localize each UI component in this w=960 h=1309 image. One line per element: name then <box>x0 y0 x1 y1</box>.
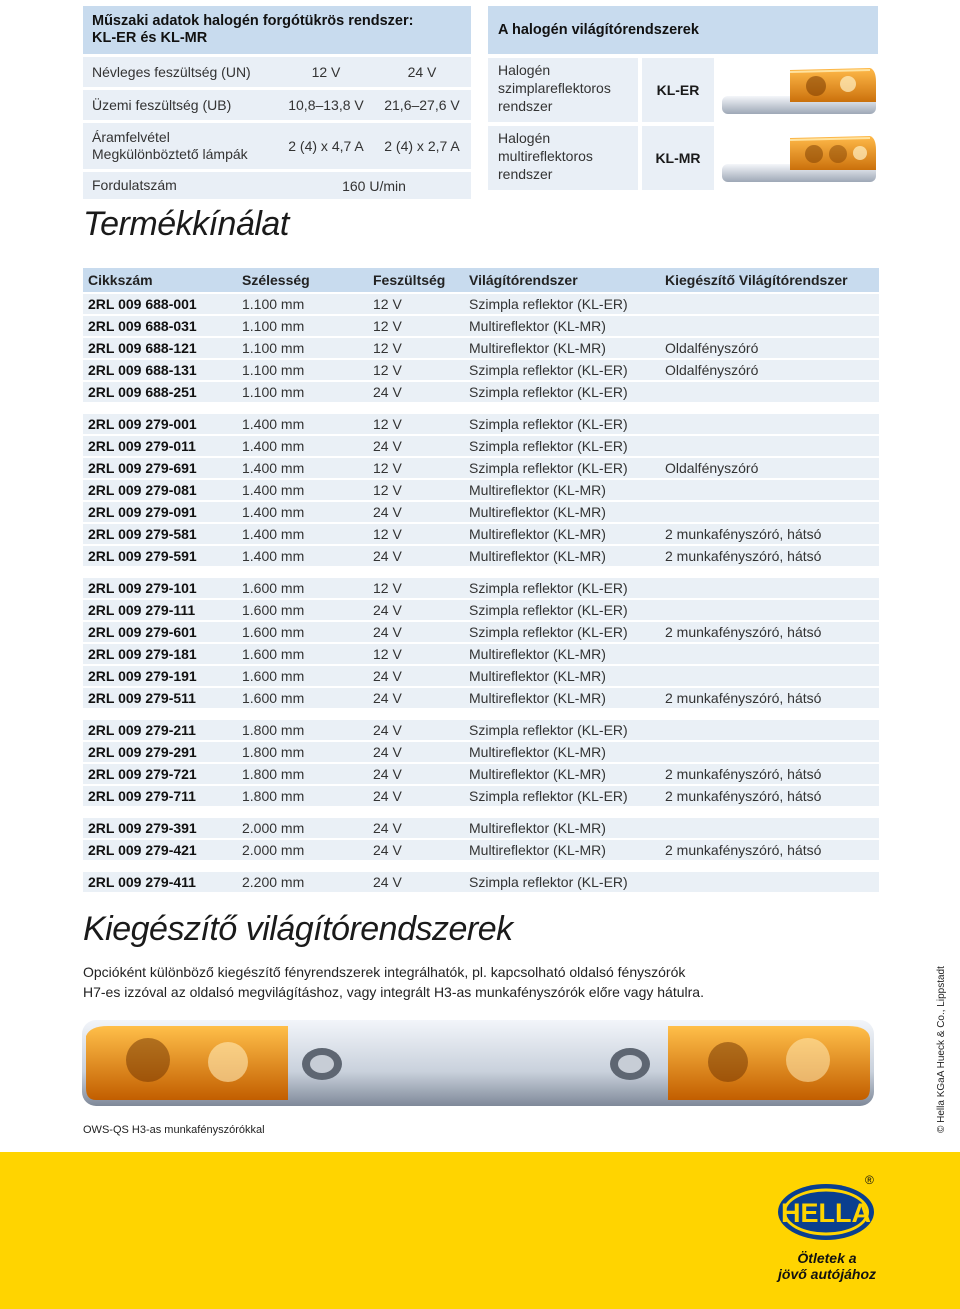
system-name-line1: Halogén <box>498 62 551 78</box>
table-row <box>83 382 879 402</box>
lighting-system-value: Multireflektor (KL-MR) <box>469 504 606 520</box>
article-number: 2RL 009 279-291 <box>88 744 197 760</box>
article-number: 2RL 009 279-091 <box>88 504 197 520</box>
voltage-value: 24 V <box>373 668 402 684</box>
additional-lighting-value: 2 munkafényszóró, hátsó <box>665 766 822 782</box>
copyright-notice <box>922 966 947 1133</box>
article-number: 2RL 009 279-391 <box>88 820 197 836</box>
article-number: 2RL 009 279-191 <box>88 668 197 684</box>
article-number: 2RL 009 688-131 <box>88 362 197 378</box>
table-row <box>83 600 879 620</box>
voltage-value: 24 V <box>373 690 402 706</box>
width-value: 1.600 mm <box>242 646 305 662</box>
voltage-value: 24 V <box>373 788 402 804</box>
voltage-value: 24 V <box>373 722 402 738</box>
table-row <box>83 742 879 762</box>
width-value: 1.400 mm <box>242 416 305 432</box>
spec-row-operating-voltage <box>83 90 471 120</box>
lighting-systems <box>488 6 878 190</box>
supplementary-description <box>83 962 783 1002</box>
table-row <box>83 436 879 456</box>
spec-label: Névleges feszültség (UN) <box>92 63 251 80</box>
lighting-system-value: Multireflektor (KL-MR) <box>469 842 606 858</box>
lightbar-with-work-lights-image <box>78 1008 878 1118</box>
voltage-value: 12 V <box>373 482 402 498</box>
voltage-value: 24 V <box>373 874 402 890</box>
spec-row-rpm <box>83 172 471 199</box>
group-spacer <box>83 860 879 870</box>
products-table <box>83 268 879 892</box>
lighting-system-value: Szimpla reflektor (KL-ER) <box>469 624 628 640</box>
spec-value-12v: 2 (4) x 4,7 A <box>288 138 364 154</box>
system-code: KL-MR <box>642 126 714 190</box>
spec-value-rpm: 160 U/min <box>342 177 406 194</box>
spec-title <box>83 6 471 54</box>
header-width: Szélesség <box>242 272 310 288</box>
table-row <box>83 666 879 686</box>
lighting-system-value: Szimpla reflektor (KL-ER) <box>469 722 628 738</box>
lighting-system-value: Multireflektor (KL-MR) <box>469 526 606 542</box>
system-name <box>488 58 638 122</box>
voltage-value: 12 V <box>373 580 402 596</box>
width-value: 1.400 mm <box>242 438 305 454</box>
lighting-system-value: Szimpla reflektor (KL-ER) <box>469 460 628 476</box>
logo-text: HELLA <box>781 1198 871 1228</box>
lighting-system-value: Multireflektor (KL-MR) <box>469 548 606 564</box>
spec-value-24v: 24 V <box>407 64 437 80</box>
article-number: 2RL 009 279-011 <box>88 438 196 454</box>
table-row <box>83 524 879 544</box>
image-caption: OWS-QS H3-as munkafényszórókkal <box>83 1124 265 1136</box>
table-row <box>83 338 879 358</box>
width-value: 1.600 mm <box>242 668 305 684</box>
width-value: 1.400 mm <box>242 526 305 542</box>
spec-title-line2: KL-ER és KL-MR <box>92 30 208 46</box>
spec-value-12v: 10,8–13,8 V <box>288 97 364 113</box>
voltage-value: 12 V <box>373 362 402 378</box>
voltage-value: 12 V <box>373 340 402 356</box>
spec-value-12v: 12 V <box>311 64 341 80</box>
header-article-number: Cikkszám <box>88 272 153 288</box>
article-number: 2RL 009 279-511 <box>88 690 196 706</box>
article-number: 2RL 009 279-711 <box>88 788 196 804</box>
table-row <box>83 316 879 336</box>
spec-label-line2: Megkülönböztető lámpák <box>92 146 248 162</box>
group-spacer <box>83 708 879 718</box>
voltage-value: 24 V <box>373 624 402 640</box>
width-value: 1.600 mm <box>242 580 305 596</box>
additional-lighting-value: 2 munkafényszóró, hátsó <box>665 690 822 706</box>
system-name-line2: multireflektoros <box>498 148 593 164</box>
article-number: 2RL 009 279-421 <box>88 842 197 858</box>
width-value: 1.100 mm <box>242 318 305 334</box>
lighting-system-value: Multireflektor (KL-MR) <box>469 482 606 498</box>
spec-label: Fordulatszám <box>92 177 177 193</box>
group-spacer <box>83 806 879 816</box>
table-row <box>83 688 879 708</box>
width-value: 1.400 mm <box>242 548 305 564</box>
lighting-system-value: Multireflektor (KL-MR) <box>469 690 606 706</box>
additional-lighting-value: 2 munkafényszóró, hátsó <box>665 548 822 564</box>
table-row <box>83 360 879 380</box>
lighting-system-value: Multireflektor (KL-MR) <box>469 646 606 662</box>
table-row <box>83 414 879 434</box>
width-value: 1.600 mm <box>242 690 305 706</box>
spec-label: Üzemi feszültség (UB) <box>92 96 232 113</box>
lighting-system-value: Multireflektor (KL-MR) <box>469 744 606 760</box>
system-name-line3: rendszer <box>498 98 553 114</box>
slogan-line2: jövő autójához <box>778 1266 876 1282</box>
width-value: 1.800 mm <box>242 788 305 804</box>
table-row <box>83 578 879 598</box>
table-row <box>83 764 879 784</box>
width-value: 2.200 mm <box>242 874 305 890</box>
additional-lighting-value: 2 munkafényszóró, hátsó <box>665 624 822 640</box>
spec-row-nominal-voltage <box>83 57 471 87</box>
width-value: 1.800 mm <box>242 722 305 738</box>
article-number: 2RL 009 279-591 <box>88 548 197 564</box>
system-name-line3: rendszer <box>498 166 553 182</box>
lighting-system-value: Szimpla reflektor (KL-ER) <box>469 580 628 596</box>
voltage-value: 12 V <box>373 296 402 312</box>
voltage-value: 12 V <box>373 318 402 334</box>
lighting-system-value: Szimpla reflektor (KL-ER) <box>469 384 628 400</box>
voltage-value: 24 V <box>373 766 402 782</box>
copyright-text: © Hella KGaA Hueck & Co., Lippstadt <box>936 966 947 1133</box>
table-row <box>83 294 879 314</box>
spec-table <box>83 6 471 199</box>
article-number: 2RL 009 688-001 <box>88 296 197 312</box>
voltage-value: 24 V <box>373 504 402 520</box>
voltage-value: 24 V <box>373 820 402 836</box>
article-number: 2RL 009 279-111 <box>88 602 196 618</box>
lighting-system-value: Szimpla reflektor (KL-ER) <box>469 874 628 890</box>
table-row <box>83 622 879 642</box>
spec-title-line1: Műszaki adatok halogén forgótükrös rendszer: <box>92 13 414 29</box>
slogan <box>762 1250 892 1282</box>
voltage-value: 24 V <box>373 602 402 618</box>
description-line2: H7-es izzóval az oldalsó megvilágításhoz, vagy integrált H3-as munkafényszórók előre vagy hátulra. <box>83 984 704 1000</box>
width-value: 1.600 mm <box>242 624 305 640</box>
article-number: 2RL 009 688-251 <box>88 384 197 400</box>
article-number: 2RL 009 279-001 <box>88 416 197 432</box>
spec-value-24v: 21,6–27,6 V <box>384 97 460 113</box>
spec-value-24v: 2 (4) x 2,7 A <box>384 138 460 154</box>
article-number: 2RL 009 279-721 <box>88 766 197 782</box>
header-additional-lighting: Kiegészítő Világítórendszer <box>665 272 848 288</box>
spec-label-line1: Áramfelvétel <box>92 129 170 145</box>
table-row <box>83 546 879 566</box>
products-table-body <box>83 294 879 892</box>
lighting-system-value: Multireflektor (KL-MR) <box>469 820 606 836</box>
lighting-system-value: Szimpla reflektor (KL-ER) <box>469 602 628 618</box>
voltage-value: 24 V <box>373 744 402 760</box>
header-lighting-system: Világítórendszer <box>469 272 578 288</box>
voltage-value: 12 V <box>373 526 402 542</box>
width-value: 1.400 mm <box>242 460 305 476</box>
additional-lighting-value: 2 munkafényszóró, hátsó <box>665 842 822 858</box>
multi-reflector-lightbar-image <box>720 126 878 190</box>
width-value: 1.800 mm <box>242 744 305 760</box>
width-value: 1.400 mm <box>242 504 305 520</box>
registered-mark: ® <box>865 1173 874 1187</box>
article-number: 2RL 009 688-031 <box>88 318 197 334</box>
width-value: 1.800 mm <box>242 766 305 782</box>
article-number: 2RL 009 688-121 <box>88 340 197 356</box>
width-value: 1.100 mm <box>242 362 305 378</box>
table-row <box>83 818 879 838</box>
group-spacer <box>83 402 879 412</box>
lighting-system-value: Multireflektor (KL-MR) <box>469 340 606 356</box>
table-row <box>83 720 879 740</box>
voltage-value: 24 V <box>373 384 402 400</box>
system-row-kl-mr <box>488 126 878 190</box>
products-table-header <box>83 268 879 292</box>
voltage-value: 24 V <box>373 842 402 858</box>
systems-title: A halogén világítórendszerek <box>488 6 878 54</box>
table-row <box>83 786 879 806</box>
lighting-system-value: Szimpla reflektor (KL-ER) <box>469 438 628 454</box>
lighting-system-value: Multireflektor (KL-MR) <box>469 318 606 334</box>
article-number: 2RL 009 279-691 <box>88 460 197 476</box>
table-row <box>83 502 879 522</box>
system-name-line2: szimplareflektoros <box>498 80 611 96</box>
lighting-system-value: Multireflektor (KL-MR) <box>469 766 606 782</box>
lighting-system-value: Szimpla reflektor (KL-ER) <box>469 362 628 378</box>
table-row <box>83 840 879 860</box>
single-reflector-lightbar-image <box>720 58 878 122</box>
voltage-value: 24 V <box>373 438 402 454</box>
additional-lighting-value: Oldalfényszóró <box>665 460 759 476</box>
width-value: 2.000 mm <box>242 842 305 858</box>
lighting-system-value: Szimpla reflektor (KL-ER) <box>469 416 628 432</box>
table-row <box>83 872 879 892</box>
system-name <box>488 126 638 190</box>
products-title: Termékkínálat <box>83 205 289 243</box>
width-value: 1.400 mm <box>242 482 305 498</box>
group-spacer <box>83 566 879 576</box>
slogan-line1: Ötletek a <box>797 1250 857 1266</box>
system-name-line1: Halogén <box>498 130 551 146</box>
supplementary-title: Kiegészítő világítórendszerek <box>83 910 513 948</box>
lighting-system-value: Szimpla reflektor (KL-ER) <box>469 788 628 804</box>
spec-row-current <box>83 123 471 169</box>
additional-lighting-value: Oldalfényszóró <box>665 340 759 356</box>
header-voltage: Feszültség <box>373 272 446 288</box>
article-number: 2RL 009 279-211 <box>88 722 196 738</box>
voltage-value: 12 V <box>373 416 402 432</box>
width-value: 1.100 mm <box>242 340 305 356</box>
additional-lighting-value: Oldalfényszóró <box>665 362 759 378</box>
spec-label <box>92 129 278 163</box>
description-line1: Opcióként különböző kiegészítő fényrendszerek integrálhatók, pl. kapcsolható oldalsó fényszórók <box>83 964 686 980</box>
system-row-kl-er <box>488 58 878 122</box>
additional-lighting-value: 2 munkafényszóró, hátsó <box>665 526 822 542</box>
additional-lighting-value: 2 munkafényszóró, hátsó <box>665 788 822 804</box>
article-number: 2RL 009 279-101 <box>88 580 197 596</box>
width-value: 1.600 mm <box>242 602 305 618</box>
system-code: KL-ER <box>642 58 714 122</box>
width-value: 2.000 mm <box>242 820 305 836</box>
article-number: 2RL 009 279-411 <box>88 874 196 890</box>
lighting-system-value: Szimpla reflektor (KL-ER) <box>469 296 628 312</box>
article-number: 2RL 009 279-581 <box>88 526 197 542</box>
article-number: 2RL 009 279-181 <box>88 646 197 662</box>
lighting-system-value: Multireflektor (KL-MR) <box>469 668 606 684</box>
table-row <box>83 458 879 478</box>
article-number: 2RL 009 279-081 <box>88 482 197 498</box>
voltage-value: 24 V <box>373 548 402 564</box>
voltage-value: 12 V <box>373 646 402 662</box>
voltage-value: 12 V <box>373 460 402 476</box>
article-number: 2RL 009 279-601 <box>88 624 197 640</box>
table-row <box>83 480 879 500</box>
table-row <box>83 644 879 664</box>
width-value: 1.100 mm <box>242 384 305 400</box>
width-value: 1.100 mm <box>242 296 305 312</box>
